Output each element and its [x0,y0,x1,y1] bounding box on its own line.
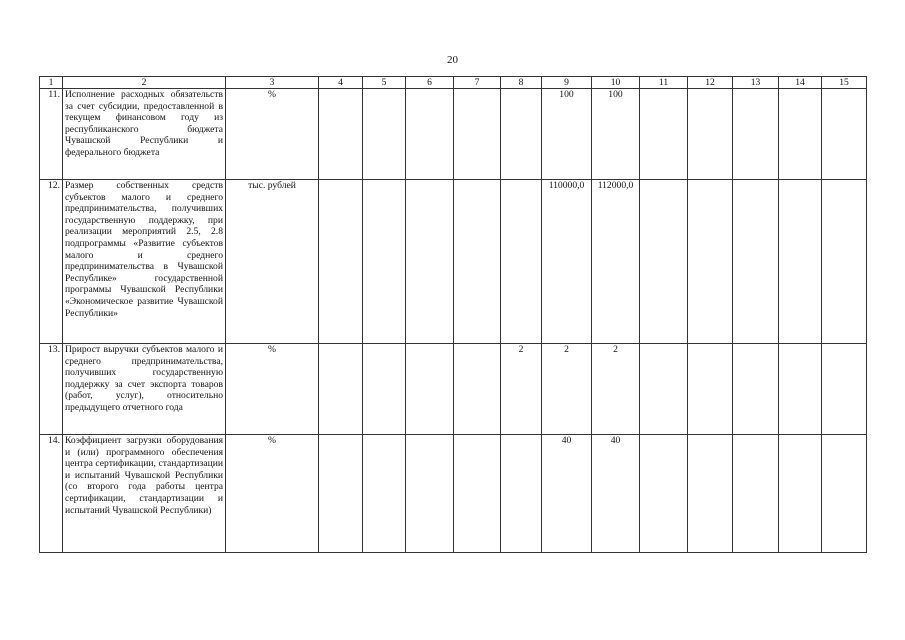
column-number: 10 [592,77,640,89]
column-number: 6 [406,77,454,89]
row-number: 11. [40,89,63,180]
indicator-name: Исполнение расходных обязательств за счет субсидии, предоставленной в текущем финансовом году из республиканского бюджета Чувашской Республики и федерального бюджета [63,89,226,180]
unit-of-measure: % [226,435,319,553]
unit-of-measure: % [226,89,319,180]
column-number: 13 [733,77,779,89]
column-number: 12 [688,77,733,89]
value-cell [640,180,688,344]
value-cell [733,344,779,435]
value-cell [779,344,822,435]
column-number: 14 [779,77,822,89]
column-number: 7 [454,77,501,89]
value-cell [406,180,454,344]
value-cell [779,180,822,344]
value-cell [501,435,542,553]
value-cell [363,344,406,435]
value-cell [454,89,501,180]
column-number: 1 [40,77,63,89]
unit-of-measure: % [226,344,319,435]
value-cell [733,435,779,553]
value-cell [454,180,501,344]
value-cell [501,180,542,344]
value-cell: 100 [592,89,640,180]
value-cell [319,344,363,435]
unit-of-measure: тыс. рублей [226,180,319,344]
indicator-name: Прирост выручки субъектов малого и среднего предпринимательства, получивших государственную поддержку за счет экспорта товаров (работ, услуг), относительно предыдущего отчетного года [63,344,226,435]
column-number: 11 [640,77,688,89]
value-cell [640,89,688,180]
value-cell [501,89,542,180]
indicator-name: Коэффициент загрузки оборудования и (или) программного обеспечения центра сертификации, стандартизации и испытаний Чувашской Республики (со второго года работы центра сертификации, стандартизации и испытаний Чувашской Республики) [63,435,226,553]
column-number: 2 [63,77,226,89]
value-cell: 112000,0 [592,180,640,344]
table-row [40,344,867,435]
value-cell [688,89,733,180]
value-cell [363,89,406,180]
value-cell [822,435,867,553]
value-cell [319,180,363,344]
value-cell [822,180,867,344]
value-cell [406,89,454,180]
row-number: 13. [40,344,63,435]
value-cell [406,435,454,553]
value-cell: 110000,0 [542,180,592,344]
table-row [40,89,867,180]
value-cell: 2 [542,344,592,435]
row-number: 14. [40,435,63,553]
value-cell [454,435,501,553]
value-cell [406,344,454,435]
value-cell: 2 [592,344,640,435]
value-cell [688,344,733,435]
table-row [40,435,867,553]
value-cell [779,435,822,553]
row-number: 12. [40,180,63,344]
column-number: 5 [363,77,406,89]
value-cell [363,435,406,553]
value-cell [640,435,688,553]
column-number-row [40,77,867,89]
value-cell: 2 [501,344,542,435]
value-cell [319,89,363,180]
value-cell [688,435,733,553]
indicator-name: Размер собственных средств субъектов малого и среднего предпринимательства, получивших государственную поддержку, при реализации мероприятий 2.5, 2.8 подпрограммы «Развитие субъектов малого и среднего предпринимательства в Чувашской Республике» государственной программы Чувашской Республики «Экономическое развитие Чувашской Республики» [63,180,226,344]
column-number: 3 [226,77,319,89]
value-cell [454,344,501,435]
value-cell [733,89,779,180]
value-cell [688,180,733,344]
column-number: 8 [501,77,542,89]
value-cell [779,89,822,180]
value-cell [319,435,363,553]
value-cell: 100 [542,89,592,180]
value-cell [822,344,867,435]
value-cell: 40 [542,435,592,553]
page-number: 20 [447,54,458,66]
column-number: 9 [542,77,592,89]
indicators-table [39,76,867,553]
column-number: 15 [822,77,867,89]
value-cell [363,180,406,344]
value-cell [733,180,779,344]
value-cell: 40 [592,435,640,553]
column-number: 4 [319,77,363,89]
table-row [40,180,867,344]
value-cell [822,89,867,180]
value-cell [640,344,688,435]
